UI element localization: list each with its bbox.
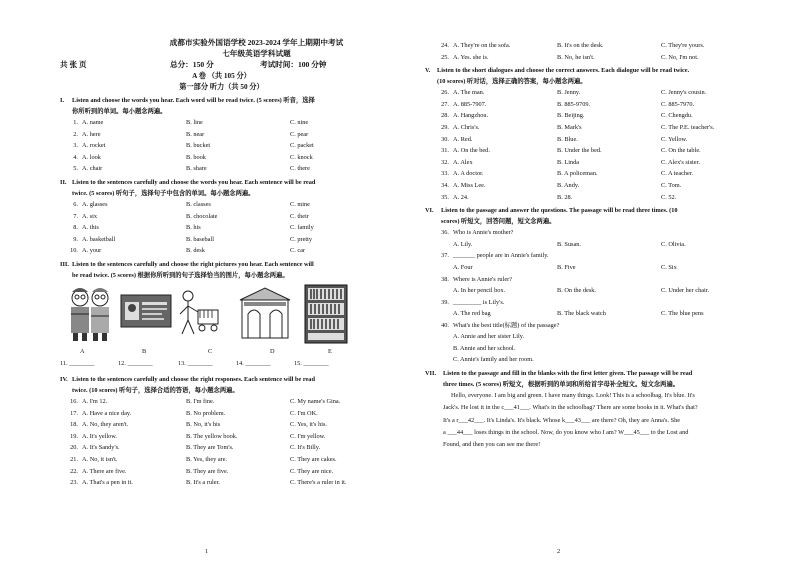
bookshelf-picture <box>304 284 348 344</box>
answer-option[interactable]: B. classes <box>186 200 211 208</box>
question-row <box>60 245 383 257</box>
answer-option[interactable]: B. Andy. <box>557 181 580 189</box>
question-38-options: A. In her pencil box. B. On the desk. C. Under her chair. <box>453 287 710 295</box>
question-row <box>60 442 383 454</box>
answer-option[interactable]: C. 52. <box>661 193 677 201</box>
answer-option[interactable]: B. line <box>186 119 203 126</box>
answer-option[interactable]: B. bucket <box>186 142 211 150</box>
answer-option[interactable]: C. 885-7970. <box>661 100 695 108</box>
section-7-heading: VII. Listen to the passage and fill in the blanks with the first letter given. The passage will be read three times. (5 scores) 听短文，根据听到的单词和所给首字母补全短文。短文念两遍。 <box>425 369 693 388</box>
question-row <box>425 180 764 192</box>
question-row <box>425 192 764 204</box>
id-card-picture <box>120 294 172 328</box>
question-row <box>425 122 764 134</box>
answer-option[interactable]: C. Alex's sister. <box>661 158 700 166</box>
answer-option[interactable]: C. My name's Gina. <box>290 397 341 405</box>
answer-option[interactable]: B. Under the bed. <box>557 147 602 155</box>
answer-option[interactable]: C. The P.E. teacher's. <box>661 123 715 131</box>
section-2-heading: II. Listen to the sentences carefully and choose the words you hear. Each sentence will be read twice. (5 scores) 听句子，选择句子中包含的单词。每小题念两遍。 <box>60 178 316 197</box>
picture-answer-blanks <box>60 360 383 372</box>
answer-option[interactable]: B. Linda <box>557 158 580 166</box>
question-40-option-c: C. Annie's family and her room. <box>453 356 534 364</box>
question-39: 39. _________ is Lily's. <box>441 298 505 306</box>
question-row <box>60 152 383 164</box>
answer-option[interactable]: C. They are nice. <box>290 467 334 475</box>
section-3-heading: III. Listen to the sentences carefully and choose the right pictures you hear. Each sentence will be read twice. (5 scores) 根据你所听到的句子选择恰当的图片，每小题念两遍。 <box>60 260 314 279</box>
answer-option[interactable]: A. No, they aren't. <box>82 421 129 429</box>
passage-line-5: Found, and then you can see me there! <box>443 441 541 449</box>
answer-option[interactable]: A. rocket <box>82 142 106 150</box>
volume-a: A 卷 （共 105 分） <box>192 72 251 80</box>
question-row <box>60 396 383 408</box>
answer-option[interactable]: C. pretty <box>290 235 313 243</box>
question-number: 32. <box>441 158 449 166</box>
question-40-option-a: A. Annie and her sister Lily. <box>453 333 525 341</box>
answer-option[interactable]: A. 885-7907. <box>453 100 487 108</box>
question-row <box>425 87 764 99</box>
answer-option[interactable]: B. No problem. <box>186 409 226 417</box>
question-number: 16. <box>70 397 78 405</box>
page-count: 共 张 页 <box>60 60 87 69</box>
answer-option[interactable]: B. Yes, they are. <box>186 455 228 463</box>
question-number: 18. <box>70 421 78 429</box>
question-row <box>425 52 764 64</box>
question-row <box>60 419 383 431</box>
answer-option[interactable]: C. I'm OK. <box>290 409 318 417</box>
question-number: 5. <box>73 165 78 173</box>
shopping-picture <box>178 288 224 338</box>
question-36: 36. Who is Annie's mother? <box>441 229 514 237</box>
answer-option[interactable]: A. your <box>82 247 102 255</box>
answer-option[interactable]: C. They are cakes. <box>290 455 337 463</box>
answer-blank-14[interactable]: 14. ________ <box>236 359 271 367</box>
answer-option[interactable]: B. A policeman. <box>557 170 598 178</box>
page-number-1: 1 <box>205 548 209 555</box>
question-row <box>60 163 383 175</box>
answer-option[interactable]: C. nine <box>290 119 309 126</box>
passage-line-4: a ___44___ loses things in the school. Now, do you know who I am? W___45___ to the Lost and <box>443 428 689 436</box>
answer-option[interactable]: A. glasses <box>82 200 108 208</box>
question-number: 2. <box>73 130 78 138</box>
answer-option[interactable]: B. They are five. <box>186 467 229 475</box>
answer-option[interactable]: B. book <box>186 153 206 161</box>
answer-option[interactable]: B. 28. <box>557 193 573 201</box>
question-number: 8. <box>73 224 78 232</box>
question-number: 10. <box>70 247 78 255</box>
answer-option[interactable]: A. No, it isn't. <box>82 455 118 463</box>
answer-option[interactable]: C. family <box>290 224 314 232</box>
part-one-title: 第一部分 听力（共 50 分） <box>179 83 264 91</box>
answer-option[interactable]: C. Yes, it's his. <box>290 421 328 429</box>
question-number: 27. <box>441 100 449 108</box>
question-number: 6. <box>73 200 78 208</box>
answer-option[interactable]: B. I'm fine. <box>186 397 215 405</box>
answer-option[interactable]: C. their <box>290 212 309 220</box>
answer-option[interactable]: B. Jenny. <box>557 89 581 97</box>
answer-option[interactable]: A. It's Sandy's. <box>82 444 120 452</box>
answer-option[interactable]: B. It's on the desk. <box>557 42 604 49</box>
answer-option[interactable]: C. car <box>290 247 306 255</box>
answer-option[interactable]: C. Jenny's cousin. <box>661 89 707 97</box>
question-number: 26. <box>441 89 449 97</box>
answer-option[interactable]: A. Chris's. <box>453 123 480 131</box>
answer-option[interactable]: A. On the bed. <box>453 147 490 155</box>
section-4-heading: IV. Listen to the sentences carefully and choose the right responses. Each sentence will be read twice. (10 scores) 听句子，选择合适的答语，每小题念两遍。 <box>60 375 315 394</box>
answer-option[interactable]: B. The yellow book. <box>186 432 238 440</box>
question-number: 20. <box>70 444 78 452</box>
section-4-questions <box>60 396 383 489</box>
section-2-questions <box>60 199 383 257</box>
question-number: 1. <box>73 119 78 126</box>
section-1-questions <box>60 117 383 175</box>
answer-option[interactable]: A. The man. <box>453 89 485 97</box>
question-number: 24. <box>441 42 449 49</box>
answer-option[interactable]: C. It's Billy. <box>290 444 321 452</box>
answer-option[interactable]: B. They are Tom's. <box>186 444 234 452</box>
answer-option[interactable]: A. They're on the sofa. <box>453 42 511 49</box>
answer-option[interactable]: B. No, he isn't. <box>557 53 595 61</box>
questions-24-25 <box>425 40 764 63</box>
answer-option[interactable]: C. pear <box>290 130 309 138</box>
question-number: 25. <box>441 53 449 61</box>
section-1-heading: I. Listen and choose the words you hear. Each word will be read twice. (5 scores) 听音，选择 你所听到的单词。每小题念两遍。 <box>60 97 315 115</box>
question-row <box>425 134 764 146</box>
question-40-option-b: B. Annie and her school. <box>453 344 516 352</box>
question-row <box>425 99 764 111</box>
question-number: 4. <box>73 153 78 161</box>
answer-option[interactable]: C. mine <box>290 200 310 208</box>
answer-option[interactable]: B. Mark's <box>557 123 582 131</box>
answer-option[interactable]: B. chocolate <box>186 212 218 220</box>
question-row <box>425 168 764 180</box>
exam-time: 考试时间：100 分钟 <box>260 60 327 69</box>
answer-option[interactable]: A. chair <box>82 165 103 173</box>
question-number: 19. <box>70 432 78 440</box>
answer-option[interactable]: A. Have a nice day. <box>82 409 132 417</box>
answer-option[interactable]: A. this <box>82 224 99 232</box>
question-number: 31. <box>441 147 449 155</box>
answer-blank-12[interactable]: 12. ________ <box>118 359 153 367</box>
answer-option[interactable]: C. knock <box>290 153 313 161</box>
question-row <box>425 40 764 52</box>
question-row <box>60 454 383 466</box>
question-row <box>425 145 764 157</box>
question-row <box>60 211 383 223</box>
question-number: 35. <box>441 193 449 201</box>
picture-letters: A B C D E <box>80 347 332 355</box>
question-number: 29. <box>441 123 449 131</box>
question-row <box>60 431 383 443</box>
passage-line-3: It's a r___42___. It's Linda's. It's black. Whose k___43___ are there? Oh, they are Anna's. She <box>443 416 681 424</box>
page-number-2: 2 <box>557 548 561 555</box>
answer-option[interactable]: C. packet <box>290 142 314 150</box>
answer-option[interactable]: A. look <box>82 153 101 161</box>
answer-option[interactable]: C. Tom. <box>661 181 682 189</box>
question-row <box>60 477 383 489</box>
question-number: 17. <box>70 409 78 417</box>
passage-line-2: Jack's. He lost it in the c___41___. What's in the schoolbag? There are some books in it. What's that? <box>443 404 698 412</box>
question-number: 33. <box>441 170 449 178</box>
answer-option[interactable]: C. A teacher. <box>661 170 694 178</box>
answer-option[interactable]: A. It's yellow. <box>82 432 118 440</box>
exam-title: 七年级英语学科试题 <box>222 49 291 58</box>
answer-option[interactable]: A. Red. <box>453 135 473 143</box>
question-row <box>60 140 383 152</box>
question-row <box>425 157 764 169</box>
answer-blank-15[interactable]: 15. ________ <box>294 359 329 367</box>
answer-option[interactable]: A. six <box>82 212 98 220</box>
question-37: 37. _______ people are in Annie's family. <box>441 252 549 260</box>
question-row <box>60 408 383 420</box>
question-row <box>60 234 383 246</box>
passage-line-1: Hello, everyone. I am big and green. I have many things. Look! This is a schoolbag. It's blue. It's <box>451 391 695 399</box>
section-5-questions <box>425 87 764 203</box>
question-number: 23. <box>70 479 78 487</box>
answer-option[interactable]: B. Beijing. <box>557 112 585 120</box>
answer-option[interactable]: A. basketball <box>82 235 116 243</box>
question-39-options: A. The red bag B. The black watch C. The blue pens <box>453 310 704 318</box>
answer-option[interactable]: B. share <box>186 165 207 173</box>
answer-option[interactable]: A. 24. <box>453 193 469 201</box>
answer-blank-11[interactable]: 11. ________ <box>60 359 95 367</box>
question-row <box>60 199 383 211</box>
question-row <box>60 222 383 234</box>
section-6-heading: VI. Listen to the passage and answer the questions. The passage will be read three times. (10 scores) 听短文，回答问题，短文念两遍。 <box>425 207 678 226</box>
question-number: 30. <box>441 135 449 143</box>
building-picture <box>238 286 292 340</box>
answer-option[interactable]: B. his <box>186 224 201 232</box>
answer-option[interactable]: A. A doctor. <box>453 170 484 178</box>
total-score: 总分：150 分 <box>170 60 214 69</box>
answer-option[interactable]: B. Blue. <box>557 135 578 143</box>
question-40: 40. What's the best title(标题) of the passage? <box>441 321 560 329</box>
answer-option[interactable]: B. baseball <box>186 235 214 243</box>
answer-option[interactable]: C. They're yours. <box>661 42 705 49</box>
page-right <box>397 0 794 561</box>
answer-option[interactable]: A. Miss Lee. <box>453 181 486 189</box>
answer-option[interactable]: C. Yellow. <box>661 135 688 143</box>
answer-option[interactable]: B. No, it's his <box>186 421 221 429</box>
answer-option[interactable]: A. here <box>82 130 101 138</box>
question-38: 38. Where is Annie's ruler? <box>441 275 513 283</box>
question-37-options: A. Four B. Five C. Six <box>453 263 677 271</box>
exam-info <box>60 59 383 71</box>
answer-blank-13[interactable]: 13. ________ <box>178 359 213 367</box>
question-row <box>425 110 764 122</box>
answer-option[interactable]: C. there <box>290 165 310 173</box>
answer-option[interactable]: C. No, I'm not. <box>661 53 699 61</box>
answer-option[interactable]: B. It's a ruler. <box>186 479 220 487</box>
question-number: 28. <box>441 112 449 120</box>
question-number: 34. <box>441 181 449 189</box>
answer-option[interactable]: C. Chengdu. <box>661 112 693 120</box>
answer-option[interactable]: A. There are five. <box>82 467 127 475</box>
answer-option[interactable]: C. I'm yellow. <box>290 432 326 440</box>
question-row <box>60 466 383 478</box>
question-36-options: A. Lily. B. Susan. C. Olivia. <box>453 240 686 248</box>
question-row <box>60 117 383 129</box>
question-number: 7. <box>73 212 78 220</box>
answer-option[interactable]: A. Hangzhou. <box>453 112 489 120</box>
school-title: 成都市实验外国语学校 2023-2024 学年上期期中考试 <box>169 38 344 47</box>
question-number: 9. <box>73 235 78 243</box>
grandparents-picture <box>68 284 112 342</box>
answer-option[interactable]: A. That's a pen in it. <box>82 479 133 487</box>
answer-option[interactable]: C. There's a ruler in it. <box>290 479 347 487</box>
question-number: 22. <box>70 467 78 475</box>
answer-option[interactable]: A. Yes. she is. <box>453 53 489 61</box>
answer-option[interactable]: B. desk <box>186 247 205 255</box>
question-number: 21. <box>70 455 78 463</box>
section-5-heading: V. Listen to the short dialogues and choose the correct answers. Each dialogue will be read twice. (10 scores) 听对话，选择正确的答案，每小题念两遍。 <box>425 67 690 86</box>
question-row <box>60 129 383 141</box>
answer-option[interactable]: A. I'm 12. <box>82 397 108 405</box>
answer-option[interactable]: C. On the table. <box>661 147 701 155</box>
answer-option[interactable]: B. near <box>186 130 205 138</box>
answer-option[interactable]: A. name <box>82 119 104 126</box>
question-number: 3. <box>73 142 78 150</box>
answer-option[interactable]: B. 885-9709. <box>557 100 591 108</box>
picture-row <box>60 284 383 348</box>
answer-option[interactable]: A. Alex <box>453 158 473 166</box>
